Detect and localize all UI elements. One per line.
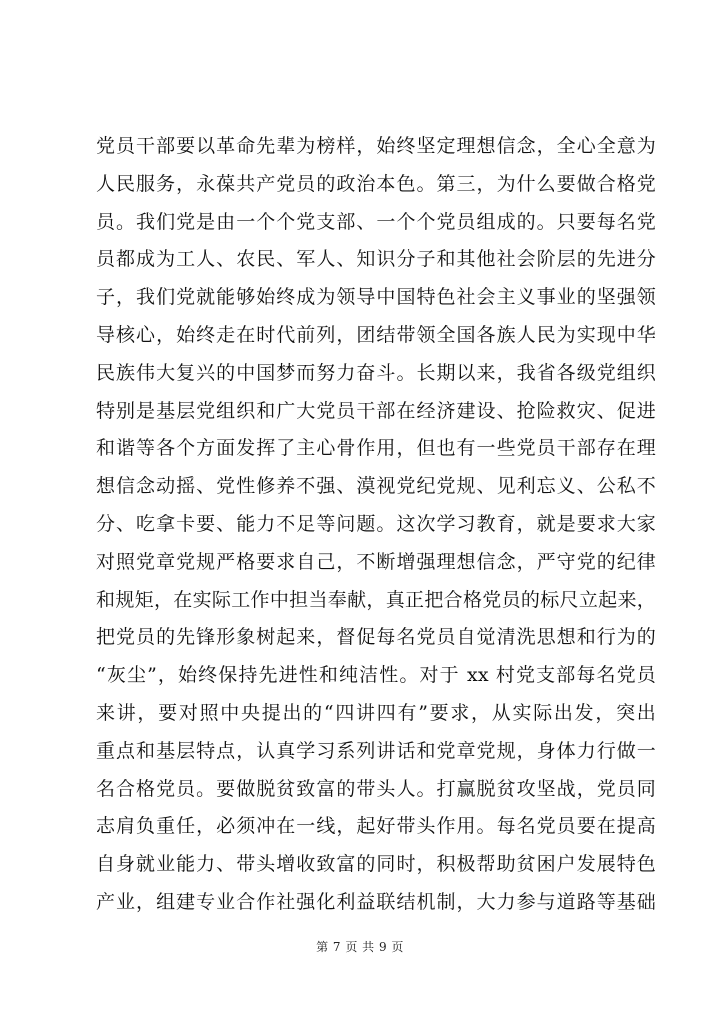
text-line: 员都成为工人、农民、军人、知识分子和其他社会阶层的先进分 (96, 248, 656, 271)
text-line: 对照党章党规严格要求自己，不断增强理想信念，严守党的纪律 (96, 550, 656, 573)
text-line: 来讲，要对照中央提出的“四讲四有”要求，从实际出发，突出 (96, 701, 656, 724)
text-line: 导核心，始终走在时代前列，团结带领全国各族人民为实现中华 (96, 323, 656, 346)
text-line: 把党员的先锋形象树起来，督促每名党员自觉清洗思想和行为的 (96, 626, 656, 649)
text-line: 名合格党员。要做脱贫致富的带头人。打赢脱贫攻坚战，党员同 (96, 777, 656, 800)
text-line: 想信念动摇、党性修养不强、漠视党纪党规、见利忘义、公私不 (96, 475, 656, 498)
text-line: 人民服务，永葆共产党员的政治本色。第三，为什么要做合格党 (96, 172, 656, 195)
text-line: 重点和基层特点，认真学习系列讲话和党章党规，身体力行做一 (96, 739, 656, 762)
page-footer: 第 7 页 共 9 页 (316, 940, 404, 954)
text-line: “灰尘”，始终保持先进性和纯洁性。对于 xx 村党支部每名党员 (96, 664, 656, 687)
text-line: 和谐等各个方面发挥了主心骨作用，但也有一些党员干部存在理 (96, 437, 656, 460)
text-line: 志肩负重任，必须冲在一线，起好带头作用。每名党员要在提高 (96, 815, 656, 838)
text-line: 自身就业能力、带头增收致富的同时，积极帮助贫困户发展特色 (96, 853, 656, 876)
text-line: 产业，组建专业合作社强化利益联结机制，大力参与道路等基础 (96, 890, 656, 913)
text-line: 民族伟大复兴的中国梦而努力奋斗。长期以来，我省各级党组织 (96, 361, 656, 384)
text-line: 特别是基层党组织和广大党员干部在经济建设、抢险救灾、促进 (96, 399, 656, 422)
body-text (96, 128, 656, 922)
text-line: 党员干部要以革命先辈为榜样，始终坚定理想信念，全心全意为 (96, 135, 656, 157)
text-line: 员。我们党是由一个个党支部、一个个党员组成的。只要每名党 (96, 210, 656, 233)
text-line: 和规矩，在实际工作中担当奉献，真正把合格党员的标尺立起来， (96, 588, 656, 611)
text-line: 子，我们党就能够始终成为领导中国特色社会主义事业的坚强领 (96, 286, 656, 309)
text-line: 分、吃拿卡要、能力不足等问题。这次学习教育，就是要求大家 (96, 512, 656, 535)
